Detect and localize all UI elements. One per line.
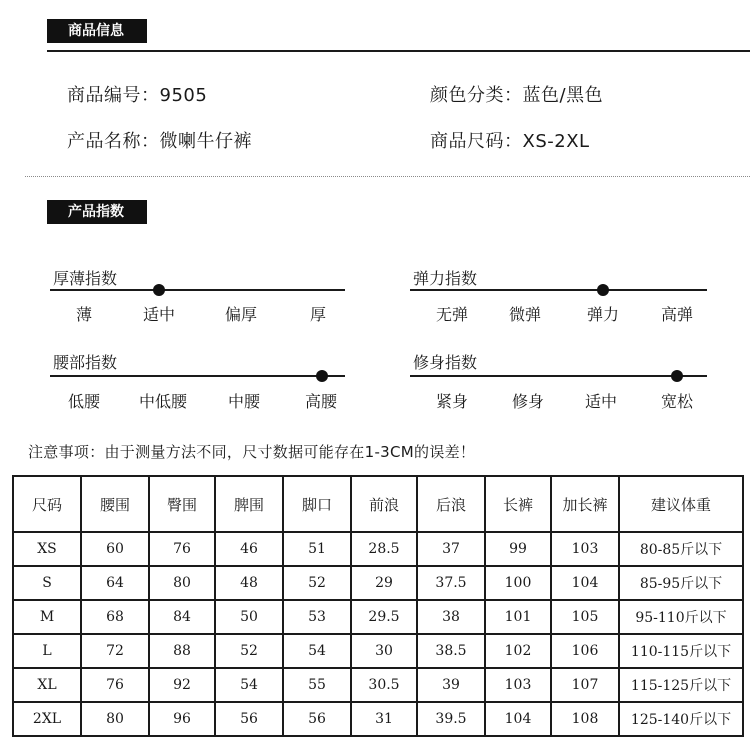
index-label-fit: 修身指数 bbox=[413, 353, 478, 372]
table-cell: 80 bbox=[81, 702, 149, 736]
table-cell: 56 bbox=[283, 702, 351, 736]
table-cell: 76 bbox=[149, 532, 215, 566]
size-table-header-row bbox=[13, 476, 743, 532]
table-cell: 99 bbox=[485, 532, 551, 566]
index-marker-waist bbox=[316, 370, 328, 382]
index-option: 微弹 bbox=[508, 305, 542, 324]
table-cell: 80-85斤以下 bbox=[619, 532, 743, 566]
index-option: 高腰 bbox=[304, 392, 338, 411]
product-index-section-title: 产品指数 bbox=[47, 200, 147, 224]
table-cell: 85-95斤以下 bbox=[619, 566, 743, 600]
product-size-range: 商品尺码：XS-2XL bbox=[430, 131, 590, 152]
table-cell: 39 bbox=[417, 668, 485, 702]
table-cell: XS bbox=[13, 532, 81, 566]
table-cell: 110-115斤以下 bbox=[619, 634, 743, 668]
section-divider bbox=[47, 50, 750, 52]
table-cell: 104 bbox=[551, 566, 619, 600]
table-cell: 115-125斤以下 bbox=[619, 668, 743, 702]
table-cell: 38 bbox=[417, 600, 485, 634]
table-cell: 56 bbox=[215, 702, 283, 736]
table-row bbox=[13, 634, 743, 668]
table-cell: 92 bbox=[149, 668, 215, 702]
index-option: 厚 bbox=[309, 305, 327, 324]
index-option: 薄 bbox=[75, 305, 93, 324]
table-cell: 29 bbox=[351, 566, 417, 600]
size-table-header: 长裤 bbox=[485, 476, 551, 532]
size-table-header: 腰围 bbox=[81, 476, 149, 532]
table-cell: 54 bbox=[215, 668, 283, 702]
index-option: 高弹 bbox=[660, 305, 694, 324]
table-cell: 37 bbox=[417, 532, 485, 566]
index-scale-waist bbox=[50, 375, 345, 377]
table-cell: 54 bbox=[283, 634, 351, 668]
table-row bbox=[13, 566, 743, 600]
table-row bbox=[13, 600, 743, 634]
table-cell: 52 bbox=[283, 566, 351, 600]
size-table-header: 尺码 bbox=[13, 476, 81, 532]
table-cell: 37.5 bbox=[417, 566, 485, 600]
size-table-header: 后浪 bbox=[417, 476, 485, 532]
table-cell: S bbox=[13, 566, 81, 600]
table-cell: 104 bbox=[485, 702, 551, 736]
table-cell: 105 bbox=[551, 600, 619, 634]
table-row bbox=[13, 532, 743, 566]
table-row bbox=[13, 668, 743, 702]
color-category: 颜色分类：蓝色/黑色 bbox=[430, 85, 604, 106]
table-row bbox=[13, 702, 743, 736]
index-option: 修身 bbox=[511, 392, 545, 411]
table-cell: 51 bbox=[283, 532, 351, 566]
table-cell: 2XL bbox=[13, 702, 81, 736]
table-cell: 48 bbox=[215, 566, 283, 600]
table-cell: 60 bbox=[81, 532, 149, 566]
table-cell: L bbox=[13, 634, 81, 668]
size-table-header: 脾围 bbox=[215, 476, 283, 532]
table-cell: 76 bbox=[81, 668, 149, 702]
table-cell: 52 bbox=[215, 634, 283, 668]
product-name: 产品名称：微喇牛仔裤 bbox=[67, 131, 252, 152]
index-option: 弹力 bbox=[586, 305, 620, 324]
product-code: 商品编号：9505 bbox=[67, 85, 208, 106]
table-cell: 101 bbox=[485, 600, 551, 634]
table-cell: XL bbox=[13, 668, 81, 702]
table-cell: 96 bbox=[149, 702, 215, 736]
index-scale-thickness bbox=[50, 289, 345, 291]
index-scale-fit bbox=[410, 375, 707, 377]
table-cell: M bbox=[13, 600, 81, 634]
index-label-waist: 腰部指数 bbox=[53, 353, 118, 372]
table-cell: 103 bbox=[551, 532, 619, 566]
table-cell: 103 bbox=[485, 668, 551, 702]
table-cell: 108 bbox=[551, 702, 619, 736]
dotted-divider bbox=[25, 176, 750, 177]
table-cell: 38.5 bbox=[417, 634, 485, 668]
table-cell: 53 bbox=[283, 600, 351, 634]
index-label-elasticity: 弹力指数 bbox=[413, 269, 478, 288]
table-cell: 107 bbox=[551, 668, 619, 702]
index-option: 中腰 bbox=[227, 392, 261, 411]
table-cell: 68 bbox=[81, 600, 149, 634]
index-option: 偏厚 bbox=[224, 305, 258, 324]
table-cell: 80 bbox=[149, 566, 215, 600]
table-cell: 64 bbox=[81, 566, 149, 600]
index-marker-thickness bbox=[153, 284, 165, 296]
product-info-section-title: 商品信息 bbox=[47, 19, 147, 43]
table-cell: 100 bbox=[485, 566, 551, 600]
table-cell: 102 bbox=[485, 634, 551, 668]
index-option: 宽松 bbox=[660, 392, 694, 411]
table-cell: 88 bbox=[149, 634, 215, 668]
measurement-note: 注意事项：由于测量方法不同，尺寸数据可能存在1-3CM的误差！ bbox=[28, 443, 476, 461]
index-option: 无弹 bbox=[435, 305, 469, 324]
size-table-header: 前浪 bbox=[351, 476, 417, 532]
table-cell: 31 bbox=[351, 702, 417, 736]
table-cell: 95-110斤以下 bbox=[619, 600, 743, 634]
table-cell: 50 bbox=[215, 600, 283, 634]
table-cell: 39.5 bbox=[417, 702, 485, 736]
table-cell: 28.5 bbox=[351, 532, 417, 566]
table-cell: 46 bbox=[215, 532, 283, 566]
size-table bbox=[12, 475, 744, 737]
index-marker-fit bbox=[671, 370, 683, 382]
table-cell: 106 bbox=[551, 634, 619, 668]
table-cell: 125-140斤以下 bbox=[619, 702, 743, 736]
index-option: 适中 bbox=[584, 392, 618, 411]
index-option: 紧身 bbox=[435, 392, 469, 411]
table-cell: 29.5 bbox=[351, 600, 417, 634]
index-label-thickness: 厚薄指数 bbox=[53, 269, 118, 288]
table-cell: 84 bbox=[149, 600, 215, 634]
table-cell: 30 bbox=[351, 634, 417, 668]
size-table-header: 脚口 bbox=[283, 476, 351, 532]
table-cell: 30.5 bbox=[351, 668, 417, 702]
index-marker-elasticity bbox=[597, 284, 609, 296]
index-option: 低腰 bbox=[67, 392, 101, 411]
size-table-header: 加长裤 bbox=[551, 476, 619, 532]
index-scale-elasticity bbox=[410, 289, 707, 291]
index-option: 适中 bbox=[142, 305, 176, 324]
table-cell: 72 bbox=[81, 634, 149, 668]
size-table-header: 建议体重 bbox=[619, 476, 743, 532]
table-cell: 55 bbox=[283, 668, 351, 702]
size-table-header: 臀围 bbox=[149, 476, 215, 532]
index-option: 中低腰 bbox=[138, 392, 188, 411]
